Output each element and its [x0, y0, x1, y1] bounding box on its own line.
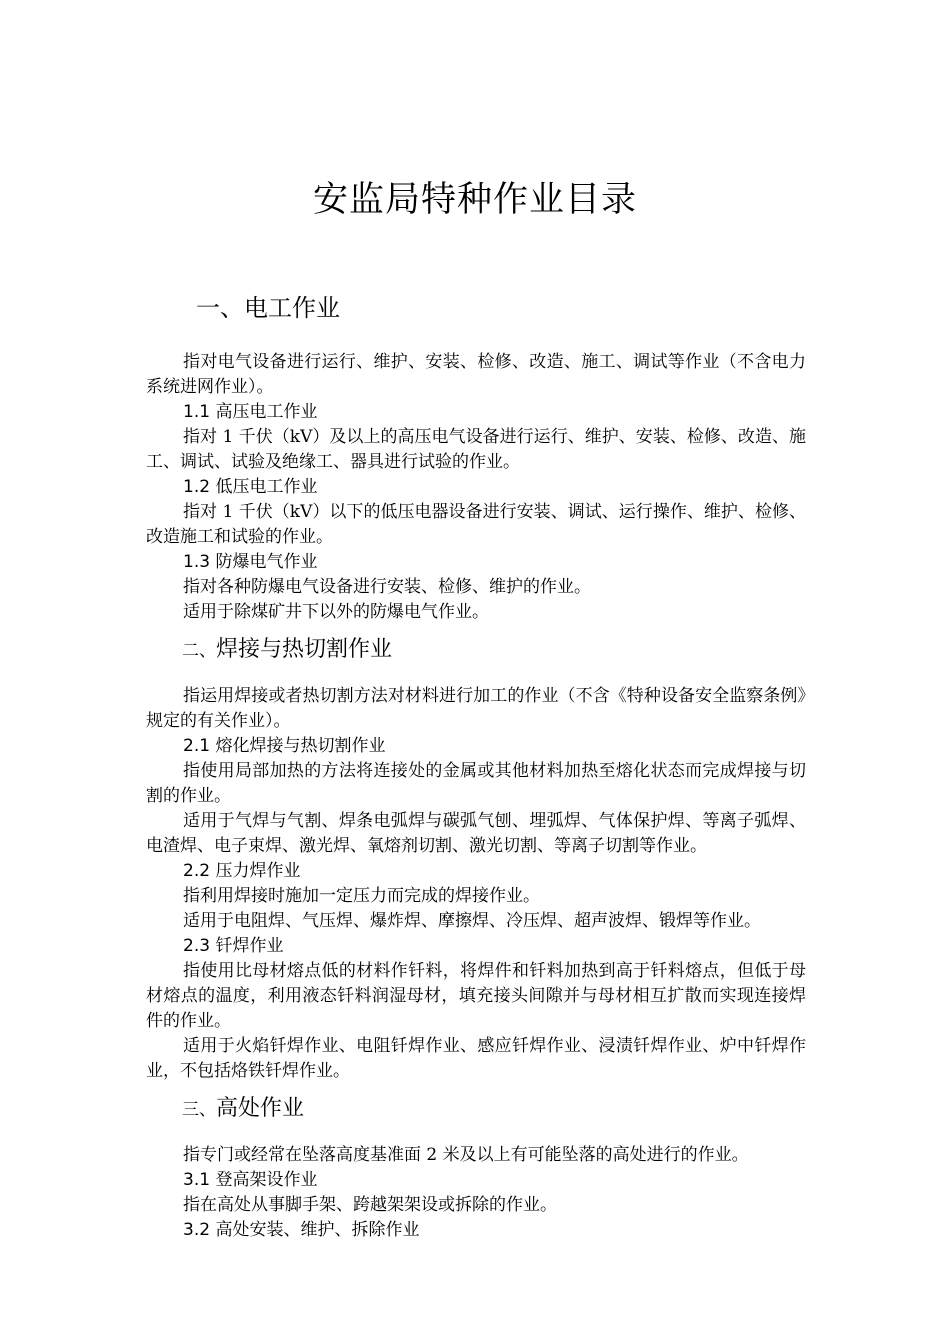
document-body	[146, 290, 806, 1243]
subsection-label: 1.2 低压电工作业	[183, 477, 318, 497]
section-number: 三、	[182, 1100, 216, 1120]
document-title: 安监局特种作业目录	[312, 180, 637, 220]
spacer	[146, 625, 806, 633]
paragraph: 适用于电阻焊、气压焊、爆炸焊、摩擦焊、冷压焊、超声波焊、锻焊等作业。	[183, 911, 761, 931]
paragraph: 适用于火焰钎焊作业、电阻钎焊作业、感应钎焊作业、浸渍钎焊作业、炉中钎焊作业，不包括烙铁钎焊作业。	[146, 1036, 806, 1081]
paragraph: 指对 1 千伏（kV）及以上的高压电气设备进行运行、维护、安装、检修、改造、施工、调试、试验及绝缘工、器具进行试验的作业。	[146, 427, 806, 472]
section-title: 电工作业	[244, 294, 340, 322]
subsection-label: 1.3 防爆电气作业	[183, 552, 318, 572]
paragraph: 指使用比母材熔点低的材料作钎料，将焊件和钎料加热到高于钎料熔点，但低于母材熔点的温度，利用液态钎料润湿母材，填充接头间隙并与母材相互扩散而实现连接焊件的作业。	[146, 961, 806, 1031]
paragraph: 指对 1 千伏（kV）以下的低压电器设备进行安装、调试、运行操作、维护、检修、改造施工和试验的作业。	[146, 502, 806, 547]
subsection-label: 3.2 高处安装、维护、拆除作业	[183, 1220, 420, 1240]
section-welding	[146, 633, 806, 1084]
subsection-label: 1.1 高压电工作业	[183, 402, 318, 422]
section-intro: 指运用焊接或者热切割方法对材料进行加工的作业（不含《特种设备安全监察条例》规定的有关作业）。	[146, 686, 806, 731]
section-title: 高处作业	[216, 1096, 305, 1121]
paragraph: 指使用局部加热的方法将连接处的金属或其他材料加热至熔化状态而完成焊接与切割的作业。	[146, 761, 806, 806]
section-work-at-height	[146, 1092, 806, 1243]
subsection-label: 2.1 熔化焊接与热切割作业	[183, 736, 386, 756]
section-heading	[196, 290, 806, 326]
subsection-label: 2.3 钎焊作业	[183, 936, 284, 956]
paragraph: 适用于除煤矿井下以外的防爆电气作业。	[183, 602, 489, 622]
section-heading	[182, 1092, 806, 1127]
paragraph: 指在高处从事脚手架、跨越架架设或拆除的作业。	[183, 1195, 557, 1215]
paragraph: 指对各种防爆电气设备进行安装、检修、维护的作业。	[183, 577, 591, 597]
paragraph: 指利用焊接时施加一定压力而完成的焊接作业。	[183, 886, 540, 906]
section-number: 一、	[196, 294, 244, 322]
section-number: 二、	[182, 641, 216, 661]
section-title: 焊接与热切割作业	[216, 637, 393, 662]
section-electrical	[146, 290, 806, 625]
subsection-label: 2.2 压力焊作业	[183, 861, 301, 881]
section-intro: 指对电气设备进行运行、维护、安装、检修、改造、施工、调试等作业（不含电力系统进网作业）。	[146, 352, 806, 397]
section-intro: 指专门或经常在坠落高度基准面 2 米及以上有可能坠落的高处进行的作业。	[183, 1145, 749, 1165]
paragraph: 适用于气焊与气割、焊条电弧焊与碳弧气刨、埋弧焊、气体保护焊、等离子弧焊、电渣焊、电子束焊、激光焊、氧熔剂切割、激光切割、等离子切割等作业。	[146, 811, 806, 856]
section-heading	[182, 633, 806, 668]
subsection-label: 3.1 登高架设作业	[183, 1170, 318, 1190]
spacer	[146, 1084, 806, 1092]
